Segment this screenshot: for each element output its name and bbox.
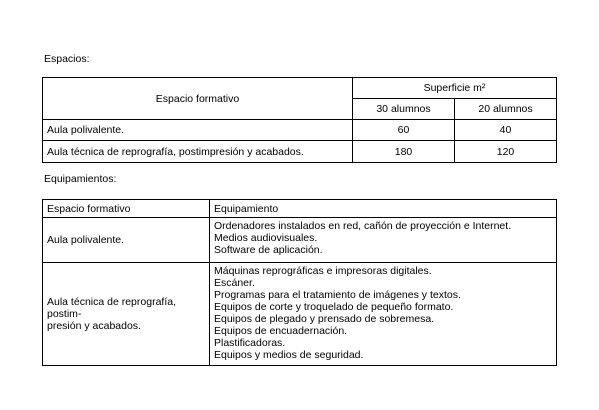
list-item: Equipos de plegado y prensado de sobremesa.	[214, 313, 435, 325]
espacio-cell	[43, 263, 210, 366]
list-item: Plastificadoras.	[214, 337, 286, 349]
espacio-line: Aula técnica de reprografía, postim-	[47, 296, 176, 320]
list-item: Ordenadores instalados en red, cañón de proyección e Internet.	[214, 220, 512, 232]
table-row	[43, 263, 557, 366]
equipamiento-list	[210, 218, 557, 263]
table-row	[43, 218, 557, 263]
equipamiento-list	[210, 263, 557, 366]
espacios-table	[42, 77, 557, 163]
header-30-alumnos: 30 alumnos	[353, 99, 455, 120]
superficie-20-cell: 40	[455, 120, 557, 141]
superficie-30-cell: 180	[353, 141, 455, 163]
list-item: Medios audiovisuales.	[214, 232, 318, 244]
espacio-line: presión y acabados.	[47, 320, 141, 332]
equipamientos-heading: Equipamientos:	[44, 173, 117, 185]
header-espacio-formativo: Espacio formativo	[43, 200, 210, 218]
espacio-cell: Aula polivalente.	[43, 120, 353, 141]
equipamientos-table	[42, 199, 557, 366]
list-item: Máquinas reprográficas e impresoras digitales.	[214, 265, 432, 277]
header-equipamiento: Equipamiento	[210, 200, 557, 218]
table-row	[43, 141, 557, 163]
superficie-20-cell: 120	[455, 141, 557, 163]
list-item: Escáner.	[214, 277, 255, 289]
table-row	[43, 120, 557, 141]
list-item: Equipos de corte y troquelado de pequeño formato.	[214, 301, 454, 313]
list-item: Equipos y medios de seguridad.	[214, 349, 364, 361]
espacios-heading: Espacios:	[44, 53, 90, 65]
header-superficie: Superficie m²	[353, 78, 557, 99]
header-20-alumnos: 20 alumnos	[455, 99, 557, 120]
table-header-row	[43, 78, 557, 99]
superficie-30-cell: 60	[353, 120, 455, 141]
header-espacio-formativo: Espacio formativo	[43, 78, 353, 120]
espacio-cell: Aula polivalente.	[43, 218, 210, 263]
espacio-cell: Aula técnica de reprografía, postimpresión y acabados.	[43, 141, 353, 163]
table-header-row	[43, 200, 557, 218]
list-item: Software de aplicación.	[214, 244, 323, 256]
list-item: Equipos de encuadernación.	[214, 325, 348, 337]
list-item: Programas para el tratamiento de imágenes y textos.	[214, 289, 461, 301]
